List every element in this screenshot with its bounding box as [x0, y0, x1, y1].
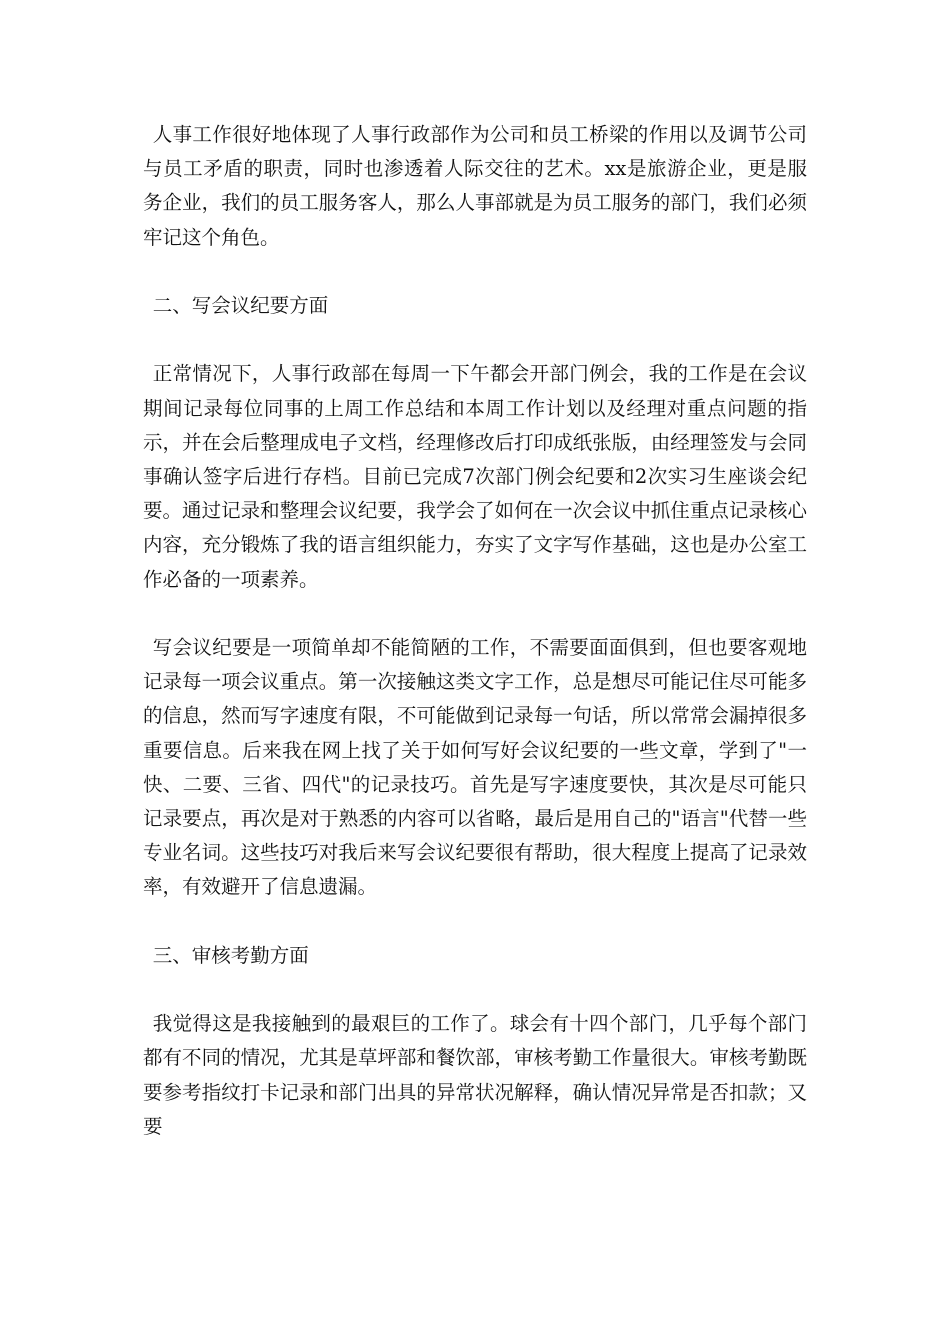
- section-heading-attendance-review: 三、审核考勤方面: [152, 943, 309, 967]
- document-body: [143, 118, 807, 1178]
- paragraph-hr-role: 人事工作很好地体现了人事行政部作为公司和员工桥梁的作用以及调节公司与员工矛盾的职责，同时也渗透着人际交往的艺术。xx是旅游企业，更是服务企业，我们的员工服务客人，那么人事部就是为员工服务的部门，我们必须牢记这个角色。: [143, 123, 807, 249]
- paragraph-meeting-minutes-work: 正常情况下，人事行政部在每周一下午都会开部门例会，我的工作是在会议期间记录每位同事的上周工作总结和本周工作计划以及经理对重点问题的指示，并在会后整理成电子文档，经理修改后打印成纸张版，由经理签发与会同事确认签字后进行存档。目前已完成7次部门例会纪要和2次实习生座谈会纪要。通过记录和整理会议纪要，我学会了如何在一次会议中抓住重点记录核心内容，充分锻炼了我的语言组织能力，夯实了文字写作基础，这也是办公室工作必备的一项素养。: [143, 362, 807, 591]
- section-heading-meeting-minutes: 二、写会议纪要方面: [152, 294, 329, 317]
- paragraph-attendance-review: 我觉得这是我接触到的最艰巨的工作了。球会有十四个部门，几乎每个部门都有不同的情况，尤其是草坪部和餐饮部，审核考勤工作量很大。审核考勤既要参考指纹打卡记录和部门出具的异常状况解释，确认情况异常是否扣款；又要: [143, 1012, 807, 1138]
- paragraph-meeting-minutes-skills: 写会议纪要是一项简单却不能简陋的工作，不需要面面俱到，但也要客观地记录每一项会议重点。第一次接触这类文字工作，总是想尽可能记住尽可能多的信息，然而写字速度有限，不可能做到记录每一句话，所以常常会漏掉很多重要信息。后来我在网上找了关于如何写好会议纪要的一些文章，学到了"一快、二要、三省、四代"的记录技巧。首先是写字速度要快，其次是尽可能只记录要点，再次是对于熟悉的内容可以省略，最后是用自己的"语言"代替一些专业名词。这些技巧对我后来写会议纪要很有帮助，很大程度上提高了记录效率，有效避开了信息遗漏。: [143, 636, 807, 899]
